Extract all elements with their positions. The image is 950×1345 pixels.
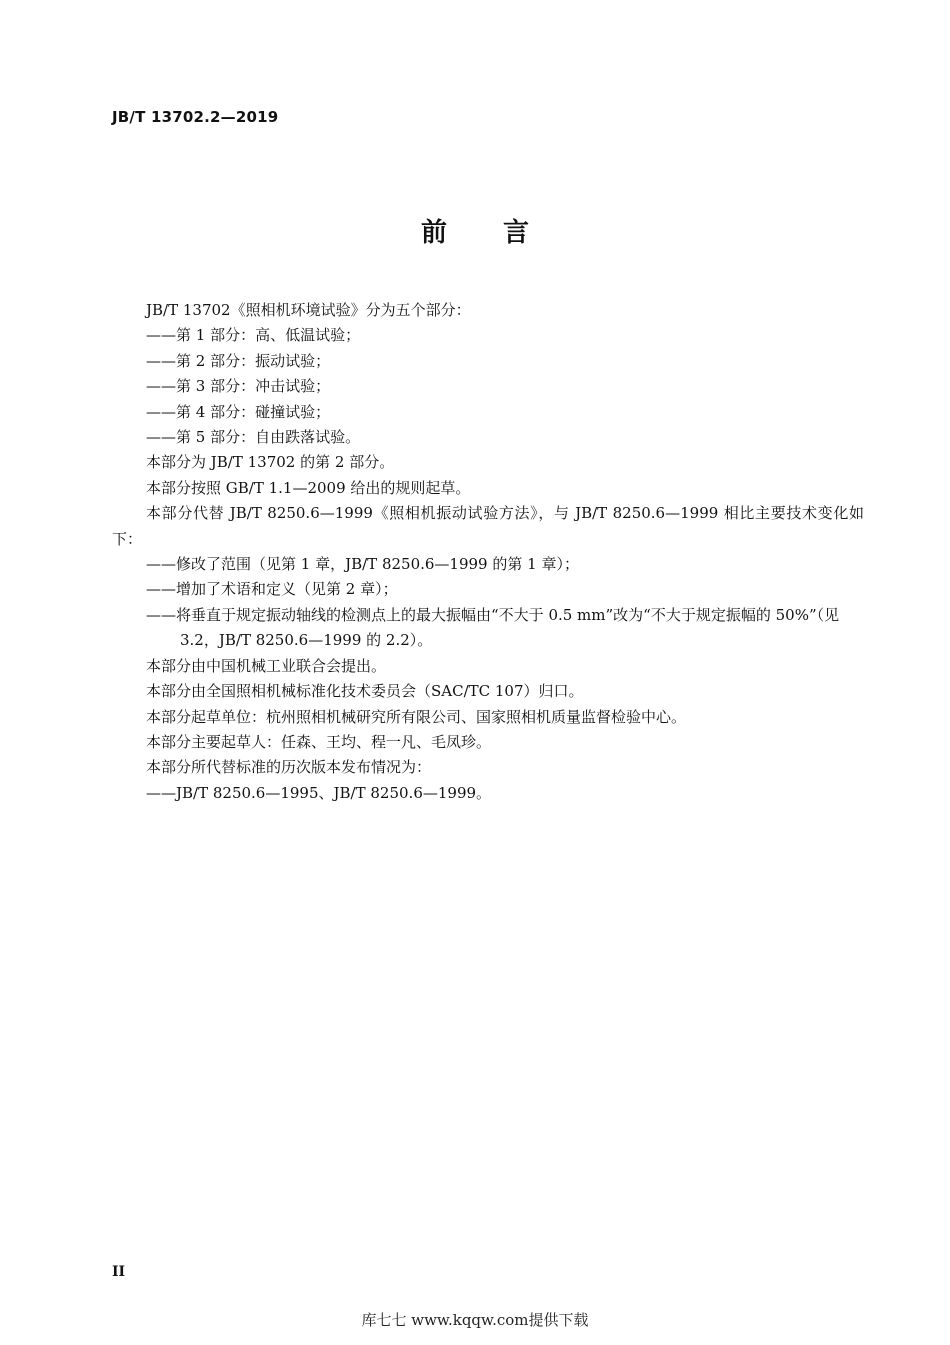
paragraph-drafting-units: 本部分起草单位：杭州照相机械研究所有限公司、国家照相机质量监督检验中心。 bbox=[146, 707, 687, 726]
standard-code: JB/T 13702.2—2019 bbox=[112, 108, 279, 126]
list-item-part-1: ——第 1 部分：高、低温试验； bbox=[146, 326, 361, 345]
list-item-change-scope: ——修改了范围（见第 1 章，JB/T 8250.6—1999 的第 1 章）； bbox=[146, 555, 579, 574]
download-footer: 库七七 www.kqqw.com提供下载 bbox=[361, 1311, 589, 1329]
paragraph-centralized-by: 本部分由全国照相机械标准化技术委员会（SAC/TC 107）归口。 bbox=[146, 682, 584, 701]
list-item-part-2: ——第 2 部分：振动试验； bbox=[146, 351, 331, 370]
list-item-previous-editions: ——JB/T 8250.6—1995、JB/T 8250.6—1999。 bbox=[146, 783, 492, 802]
foreword-body bbox=[112, 298, 864, 806]
page-number: II bbox=[112, 1264, 126, 1280]
list-item-part-5: ——第 5 部分：自由跌落试验。 bbox=[146, 428, 361, 447]
paragraph-proposed-by: 本部分由中国机械工业联合会提出。 bbox=[146, 656, 387, 675]
list-item-change-amplitude: ——将垂直于规定振动轴线的检测点上的最大振幅由“不大于 0.5 mm”改为“不大于规定振幅的 50%”（见 3.2，JB/T 8250.6—1999 的 2.2）。 bbox=[146, 605, 840, 650]
paragraph-this-part: 本部分为 JB/T 13702 的第 2 部分。 bbox=[146, 453, 395, 472]
paragraph-drafting-rules: 本部分按照 GB/T 1.1—2009 给出的规则起草。 bbox=[146, 478, 471, 497]
paragraph-parts-intro: JB/T 13702《照相机环境试验》分为五个部分： bbox=[146, 301, 471, 319]
list-item-part-4: ——第 4 部分：碰撞试验； bbox=[146, 402, 331, 421]
list-item-part-3: ——第 3 部分：冲击试验； bbox=[146, 377, 331, 396]
list-item-change-terms: ——增加了术语和定义（见第 2 章）； bbox=[146, 580, 398, 599]
paragraph-previous-editions: 本部分所代替标准的历次版本发布情况为： bbox=[146, 758, 432, 777]
page-title: 前言 bbox=[420, 218, 585, 248]
paragraph-replaces: 本部分代替 JB/T 8250.6—1999《照相机振动试验方法》，与 JB/T 8250.6—1999 相比主要技术变化如下： bbox=[112, 504, 864, 548]
paragraph-drafters: 本部分主要起草人：任森、王均、程一凡、毛凤珍。 bbox=[146, 732, 492, 751]
